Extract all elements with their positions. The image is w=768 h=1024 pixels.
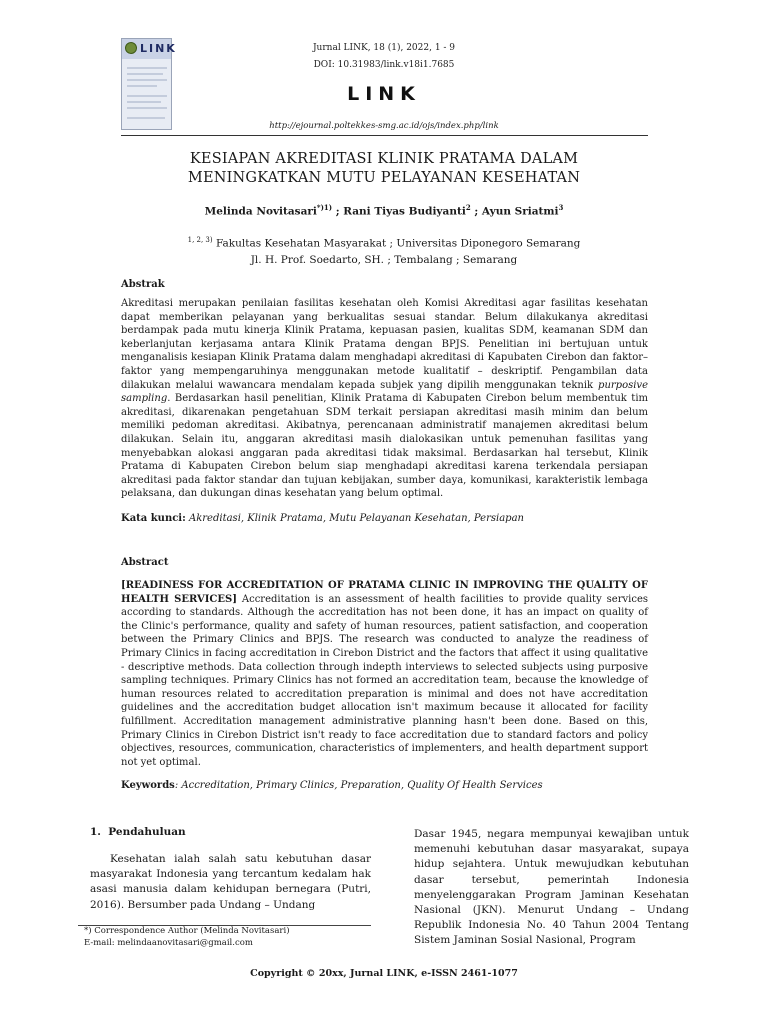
copyright: Copyright © 20xx, Jurnal LINK, e-ISSN 2461-1077 [250,968,518,979]
cover-text-line [127,73,163,75]
author-1: Melinda Novitasari [204,205,317,218]
abstrak-text-part-a: Akreditasi merupakan penilaian fasilitas kesehatan oleh Komisi Akreditasi agar fasilitas kesehatan dapat memberikan pelayanan yang berkualitas sesuai standar. Belum dilakukanya akreditasi berdampak pada mutu kinerja Klinik Pratama, kepuasan pasien, kualitas SDM, keamanan SDM dan keberlanjutan kerjasama antara Klinik Pratama dengan BPJS. Penelitian ini bertujuan untuk menganalisis kesiapan Klinik Pratama dalam menghadapi akreditasi di Kapubaten Cirebon dan faktor–faktor yang mempengaruhinya menggunakan metode kualitatif – deskriptif. Pengambilan data dilakukan melalui wawancara mendalam kepada subjek yang dipilih menggunakan teknik [121,298,648,391]
author-3: ; Ayun Sriatmi [470,205,559,218]
keywords [121,780,648,791]
kata-kunci [121,513,648,524]
left-column-text: Kesehatan ialah salah satu kebutuhan dasar masyarakat Indonesia yang tercantum kedalam hak asasi manusia dalam kehidupan bernegara (Putri, 2016). Bersumber pada Undang – Undang [90,853,371,911]
affiliation-line-2: Jl. H. Prof. Soedarto, SH. ; Tembalang ; Semarang [250,253,518,266]
section-number: 1. [90,826,101,838]
article-title [100,150,668,188]
journal-url[interactable]: http://ejournal.poltekkes-smg.ac.id/ojs/index.php/link [269,121,499,131]
right-column-text: Dasar 1945, negara mempunyai kewajiban untuk memenuhi kebutuhan dasar masyarakat, supaya hidup sejahtera. Untuk mewujudkan kebutuhan dasar tersebut, pemerintah Indonesia menyelenggarakan Program Jaminan Kesehatan Nasional (JKN). Menurut Undang – Undang Republik Indonesia No. 40 Tahun 2004 Tentang Sistem Jaminan Sosial Nasional, Program [414,828,689,947]
author-1-affil: *)1) [316,203,333,212]
abstrak-text [121,297,648,501]
section-title: Pendahuluan [108,826,186,838]
cover-text-line [127,117,165,119]
footnote [84,926,290,949]
doi: DOI: 10.31983/link.v18i1.7685 [313,60,455,70]
abstrak-heading: Abstrak [121,279,165,290]
kata-kunci-text: Akreditasi, Klinik Pratama, Mutu Pelayanan Kesehatan, Persiapan [189,513,524,524]
correspondence-author: *) Correspondence Author (Melinda Novitasari) [84,926,290,936]
title-line-1: KESIAPAN AKREDITASI KLINIK PRATAMA DALAM [189,151,579,167]
cover-text-line [127,79,167,81]
abstract-text [121,579,648,769]
affiliation-line-1: Fakultas Kesehatan Masyarakat ; Universitas Diponegoro Semarang [215,237,581,250]
kata-kunci-label: Kata kunci: [121,513,186,524]
abstrak-text-italic: purposive sampling [121,379,648,405]
citation: Jurnal LINK, 18 (1), 2022, 1 - 9 [312,43,456,53]
title-line-2: MENINGKATKAN MUTU PELAYANAN KESEHATAN [187,170,581,186]
cover-title: LINK [140,42,177,55]
abstract-title-bold: [READINESS FOR ACCREDITATION OF PRATAMA CLINIC IN IMPROVING THE QUALITY OF HEALTH SERVICES] [121,580,648,605]
author-2: ; Rani Tiyas Budiyanti [332,205,466,218]
correspondence-email[interactable]: E-mail: melindaanovitasari@gmail.com [84,937,253,948]
author-2-affil: 2 [465,203,471,212]
abstract-body: Accreditation is an assessment of health facilities to provide quality services according to standards. Although the accreditation has not been done, it has an impact on quality of the Clinic's performance, quality and safety of human resources, patient satisfaction, and cooperation between the Primary Clinics and BPJS. The research was conducted to analyze the readiness of Primary Clinics in facing accreditation in Cirebon District and the factors that affect it using qualitative - descriptive methods. Data collection through indepth interviews to selected subjects using purposive sampling techniques. Primary Clinics has not formed an accreditation team, because the knowledge of human resources related to accreditation preparation is minimal and does not have accreditation guidelines and the accreditation budget allocation isn't maximum because it allocated for facility fulfillment. Accreditation management administrative planning hasn't been done. Based on this, Primary Clinics in Cirebon District isn't ready to face accreditation due to standard factors and policy objectives, resources, communication, characteristics of implementers, and health department support not yet optimal. [121,593,648,768]
affiliation-marker: 1, 2, 3) [187,236,213,244]
cover-text-line [127,107,167,109]
author-list [0,203,768,218]
abstrak-text-part-b: . Berdasarkan hasil penelitian, Klinik Pratama di Kabupaten Cirebon belum membentuk tim akreditasi, dikarenakan pengetahuan SDM terkait persiapan akreditasi masih minim dan belum memiliki pedoman akreditasi. Akibatnya, perencanaan administratif manajemen akreditasi belum dilakukan. Selain itu, anggaran akreditasi masih dialokasikan untuk pemenuhan fasilitas yang menyebabkan alokasi anggaran pada akreditasi tidak maksimal. Berdasarkan hal tersebut, Klinik Pratama di Kabupaten Cirebon belum siap menghadapi akreditasi karena terkendala persiapan akreditasi pada faktor standar dan tujuan kebijakan, sumber daya, komunikasi, karakteristik lembaga pelaksana, dan dukungan dinas kesehatan yang belum optimal. [121,393,648,500]
author-3-affil: 3 [558,203,564,212]
section-heading [90,826,186,838]
header-divider [121,135,648,136]
journal-name: LINK [347,83,421,105]
affiliation [0,232,768,268]
abstract-heading: Abstract [121,557,169,568]
keywords-label: Keywords [121,780,175,791]
keywords-text: : Accreditation, Primary Clinics, Preparation, Quality Of Health Services [174,780,543,791]
